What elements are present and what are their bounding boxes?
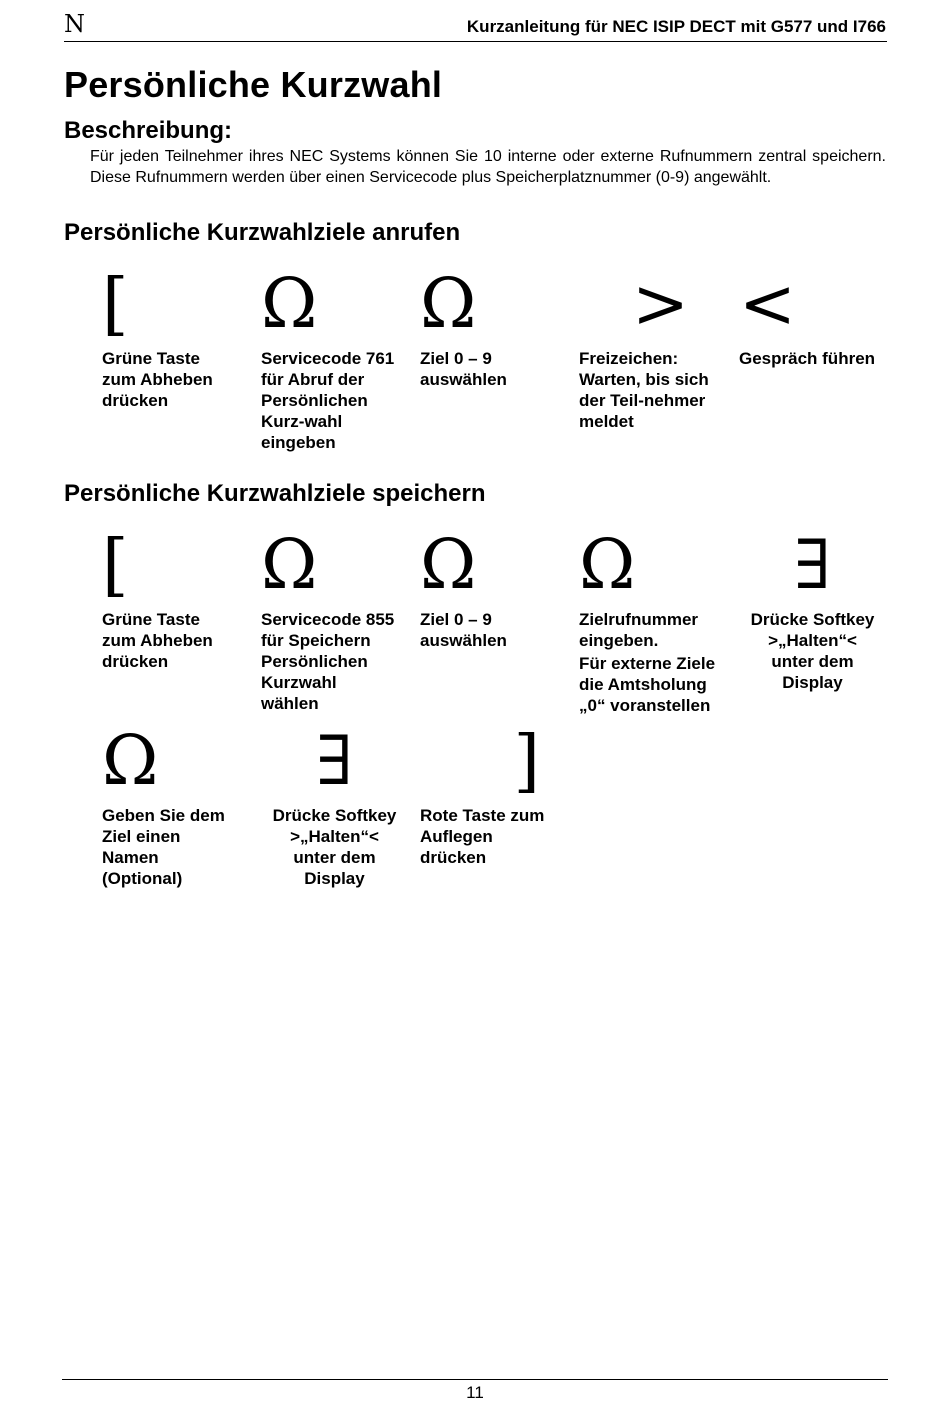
call-step-3 [420,265,570,390]
conversation-icon: < [739,265,796,344]
green-key-icon: [ [102,526,129,605]
softkey-icon: ∃ [316,722,353,801]
dial-tone-icon: > [632,265,689,344]
keypad-icon: Ω [102,722,159,801]
keypad-icon: Ω [261,526,318,605]
green-key-icon: [ [102,265,129,344]
call-step-1 [102,265,252,411]
store-step-3-label: Ziel 0 – 9 auswählen [420,610,507,650]
keypad-icon: Ω [261,265,318,344]
footer-rule [62,1379,888,1380]
keypad-icon: Ω [579,526,636,605]
softkey-icon: ∃ [794,526,831,605]
store-step-1-label: Grüne Taste zum Abheben drücken [102,610,213,671]
store-step-3 [420,526,570,651]
page-title: Persönliche Kurzwahl [64,64,443,105]
header-rule [64,41,887,42]
call-step-5-label: Gespräch führen [739,349,876,368]
store-step-5-label: Drücke Softkey >„Halten“< unter dem Display [750,610,875,692]
store-step-5 [740,526,885,693]
section-call-heading: Persönliche Kurzwahlziele anrufen [64,219,461,246]
call-step-1-label: Grüne Taste zum Abheben drücken [102,349,213,410]
keypad-icon: Ω [420,526,477,605]
store-step-8 [420,722,570,868]
header-logo: N [64,10,85,38]
call-step-4 [579,265,734,432]
call-step-2-label: Servicecode 761 für Abruf der Persönlichen Kurz-wahl eingeben [261,349,395,452]
store-step-7-label: Drücke Softkey >„Halten“< unter dem Display [272,806,397,888]
store-step-4-note: Für externe Ziele die Amtsholung „0“ voranstellen [579,654,716,715]
store-step-4-label: Zielrufnummer eingeben. [579,610,699,650]
description-heading: Beschreibung: [64,117,233,144]
section-store-heading: Persönliche Kurzwahlziele speichern [64,480,486,507]
red-key-icon: ] [513,722,540,801]
call-step-5 [739,265,889,369]
call-step-4-label: Freizeichen: Warten, bis sich der Teil-nehmer meldet [579,349,709,431]
store-step-2-label: Servicecode 855 für Speichern Persönlichen Kurzwahl wählen [261,610,395,713]
store-step-8-label: Rote Taste zum Auflegen drücken [420,806,545,867]
call-step-3-label: Ziel 0 – 9 auswählen [420,349,507,389]
description-text: Für jeden Teilnehmer ihres NEC Systems können Sie 10 interne oder externe Rufnummern zentral speichern. Diese Rufnummern werden über einen Servicecode plus Speicherplatznummer (0-9) angewählt. [90,148,886,186]
store-step-4 [579,526,739,716]
header-title: Kurzanleitung für NEC ISIP DECT mit G577 und I766 [466,17,886,36]
store-step-2 [261,526,411,714]
page-number: 11 [466,1383,484,1402]
call-step-2 [261,265,411,453]
keypad-icon: Ω [420,265,477,344]
store-step-6-label: Geben Sie dem Ziel einen Namen (Optional) [102,806,225,888]
store-step-1 [102,526,252,672]
store-step-6 [102,722,252,889]
store-step-7 [262,722,407,889]
